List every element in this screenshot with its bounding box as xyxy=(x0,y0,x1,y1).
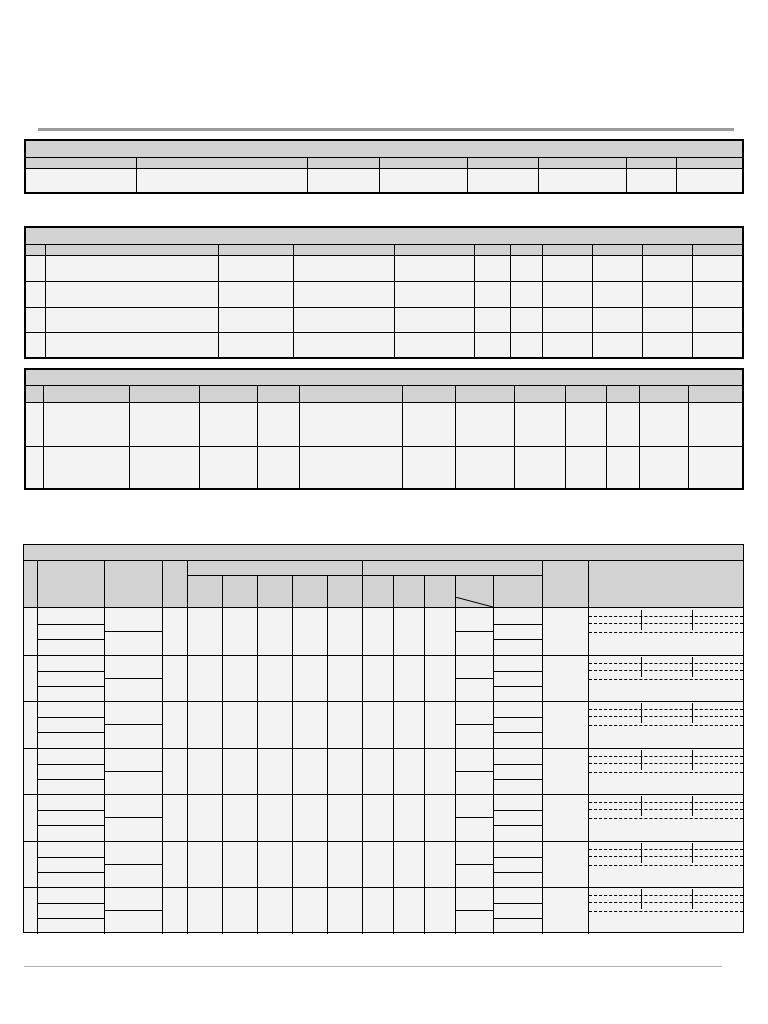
half-row-divider xyxy=(104,631,162,632)
list-table-a-title-bar xyxy=(26,228,742,244)
detail-table-header xyxy=(24,561,743,607)
half-row-divider xyxy=(104,771,162,772)
sub-row-divider xyxy=(37,918,104,919)
remarks-dashed-line xyxy=(589,772,743,773)
sub-row-divider xyxy=(493,732,542,733)
sub-row-divider xyxy=(493,671,542,672)
sub-row-divider xyxy=(37,671,104,672)
remarks-col-divider xyxy=(692,750,693,770)
header-col-divider xyxy=(162,561,163,607)
remarks-col-divider xyxy=(641,750,642,770)
list-table-a xyxy=(24,226,744,359)
header-subcol-divider xyxy=(292,576,293,607)
remarks-dashed-line xyxy=(589,616,743,617)
header-col-divider xyxy=(37,561,38,607)
header-group-divider xyxy=(362,561,363,576)
remarks-dashed-line xyxy=(589,802,743,803)
half-row-divider xyxy=(455,724,493,725)
sub-row-divider xyxy=(493,903,542,904)
summary-table-header-row xyxy=(26,158,742,168)
remarks-col-divider xyxy=(692,889,693,909)
remarks-dashed-line xyxy=(589,818,743,819)
remarks-dashed-line xyxy=(589,763,743,764)
header-subcol-divider xyxy=(222,576,223,607)
half-row-divider xyxy=(455,910,493,911)
header-col-divider xyxy=(104,561,105,607)
header-col-divider xyxy=(588,561,589,607)
remarks-dashed-line xyxy=(589,856,743,857)
half-row-divider xyxy=(104,864,162,865)
sub-row-divider xyxy=(493,779,542,780)
sub-row-divider xyxy=(493,764,542,765)
list-table-b xyxy=(24,368,744,490)
remarks-col-divider xyxy=(692,796,693,816)
body-col-divider xyxy=(362,608,363,934)
body-col-divider xyxy=(187,608,188,934)
remarks-col-divider xyxy=(692,657,693,677)
sub-row-divider xyxy=(37,903,104,904)
body-col-divider xyxy=(588,608,589,934)
sub-row-divider xyxy=(493,686,542,687)
remarks-dashed-line xyxy=(589,663,743,664)
list-table-b-header-row xyxy=(26,386,742,402)
remarks-dashed-line xyxy=(589,865,743,866)
body-col-divider xyxy=(493,608,494,934)
group-row-divider xyxy=(24,887,743,888)
sub-row-divider xyxy=(493,857,542,858)
body-col-divider xyxy=(393,608,394,934)
header-subcol-divider xyxy=(493,576,494,607)
body-col-divider xyxy=(327,608,328,934)
remarks-dashed-line xyxy=(589,756,743,757)
half-row-divider xyxy=(455,771,493,772)
remarks-dashed-line xyxy=(589,679,743,680)
sub-row-divider xyxy=(37,825,104,826)
header-col-divider xyxy=(542,561,543,607)
sub-row-divider xyxy=(493,872,542,873)
sub-row-divider xyxy=(493,639,542,640)
remarks-dashed-line xyxy=(589,670,743,671)
header-subcol-divider xyxy=(455,576,456,607)
group-row-divider xyxy=(24,655,743,656)
remarks-col-divider xyxy=(692,703,693,723)
half-row-divider xyxy=(455,817,493,818)
remarks-col-divider xyxy=(641,889,642,909)
group-row-divider xyxy=(24,701,743,702)
sub-row-divider xyxy=(37,857,104,858)
half-row-divider xyxy=(455,678,493,679)
header-subcol-divider xyxy=(393,576,394,607)
sub-row-divider xyxy=(37,872,104,873)
half-row-divider xyxy=(455,631,493,632)
body-col-divider xyxy=(222,608,223,934)
sub-row-divider xyxy=(493,624,542,625)
remarks-dashed-line xyxy=(589,725,743,726)
header-subcol-divider xyxy=(362,576,363,607)
sub-row-divider xyxy=(37,810,104,811)
body-col-divider xyxy=(424,608,425,934)
body-col-divider xyxy=(257,608,258,934)
remarks-col-divider xyxy=(692,843,693,863)
body-col-divider xyxy=(162,608,163,934)
half-row-divider xyxy=(104,910,162,911)
remarks-dashed-line xyxy=(589,632,743,633)
half-row-divider xyxy=(455,864,493,865)
group-row-divider xyxy=(24,748,743,749)
sub-row-divider xyxy=(37,686,104,687)
sub-row-divider xyxy=(37,732,104,733)
sub-row-divider xyxy=(37,717,104,718)
half-row-divider xyxy=(104,724,162,725)
bottom-divider xyxy=(24,966,722,967)
sub-row-divider xyxy=(37,639,104,640)
remarks-dashed-line xyxy=(589,716,743,717)
sub-row-divider xyxy=(37,624,104,625)
remarks-dashed-line xyxy=(589,849,743,850)
header-subcol-divider xyxy=(257,576,258,607)
sub-row-divider xyxy=(37,764,104,765)
sub-row-divider xyxy=(37,779,104,780)
remarks-dashed-line xyxy=(589,902,743,903)
remarks-dashed-line xyxy=(589,809,743,810)
sub-row-divider xyxy=(493,810,542,811)
top-divider xyxy=(38,128,734,131)
header-diagonal-line xyxy=(455,597,493,607)
header-subcol-divider xyxy=(327,576,328,607)
remarks-dashed-line xyxy=(589,895,743,896)
remarks-dashed-line xyxy=(589,911,743,912)
detail-table xyxy=(23,544,744,933)
header-col-divider xyxy=(187,561,188,607)
half-row-divider xyxy=(104,817,162,818)
remarks-col-divider xyxy=(641,796,642,816)
body-col-divider xyxy=(292,608,293,934)
group-row-divider xyxy=(24,794,743,795)
remarks-col-divider xyxy=(641,843,642,863)
body-col-divider xyxy=(542,608,543,934)
sub-row-divider xyxy=(493,918,542,919)
remarks-col-divider xyxy=(641,610,642,630)
body-col-divider xyxy=(37,608,38,934)
remarks-col-divider xyxy=(692,610,693,630)
sub-row-divider xyxy=(493,717,542,718)
summary-table xyxy=(24,139,744,194)
sub-row-divider xyxy=(493,825,542,826)
group-row-divider xyxy=(24,841,743,842)
remarks-col-divider xyxy=(641,657,642,677)
remarks-dashed-line xyxy=(589,709,743,710)
summary-table-title-bar xyxy=(26,141,742,157)
detail-table-title-bar xyxy=(24,545,743,560)
list-table-a-header-row xyxy=(26,245,742,255)
remarks-dashed-line xyxy=(589,623,743,624)
header-subcol-divider xyxy=(424,576,425,607)
remarks-col-divider xyxy=(641,703,642,723)
list-table-b-title-bar xyxy=(26,370,742,385)
half-row-divider xyxy=(104,678,162,679)
